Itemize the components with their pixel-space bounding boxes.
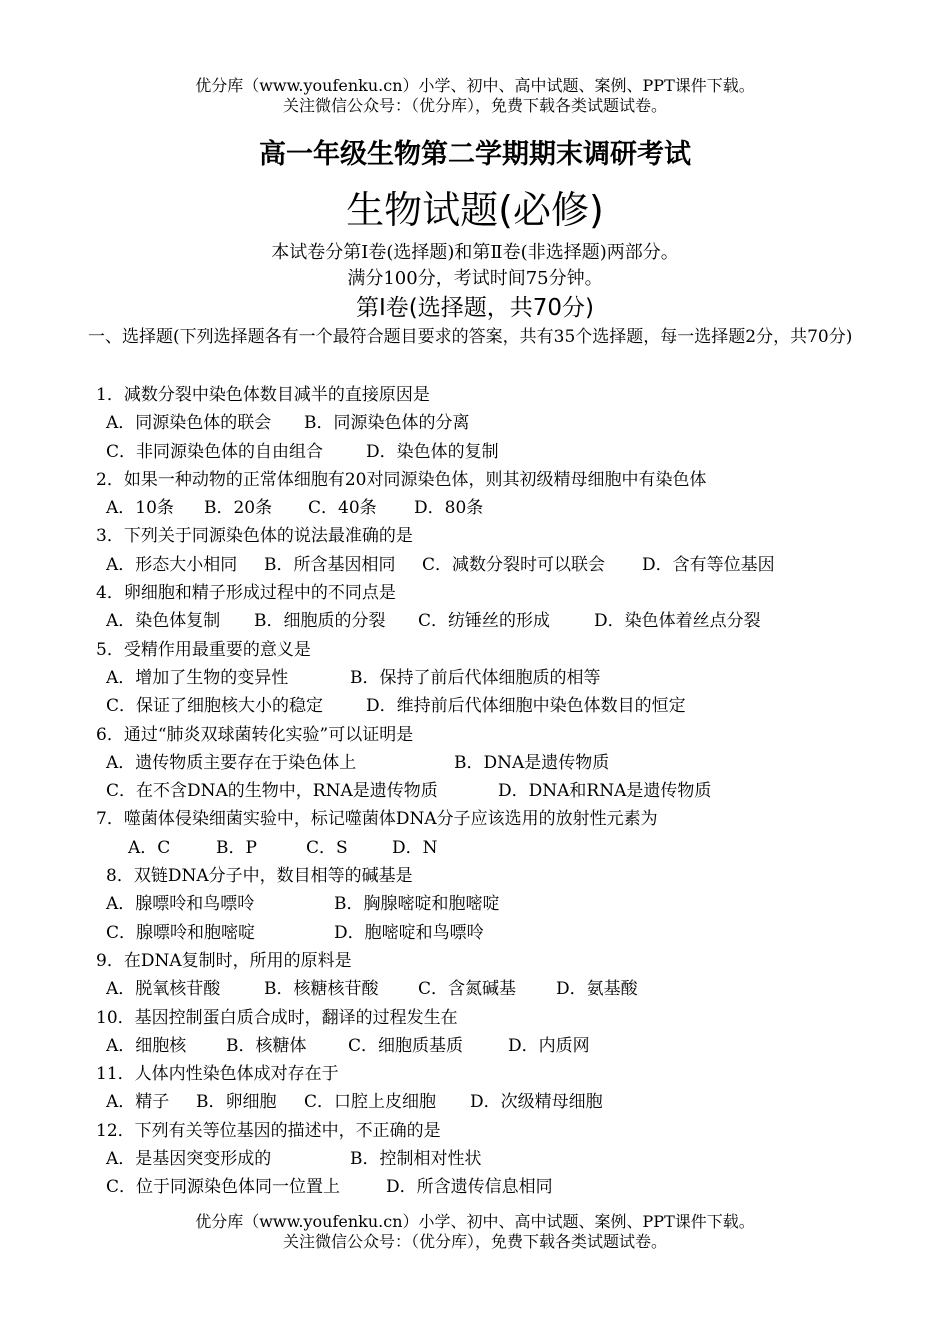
- option: A．腺嘌呤和鸟嘌呤: [106, 894, 255, 915]
- option: A．形态大小相同: [106, 554, 238, 575]
- option: D．内质网: [508, 1035, 590, 1056]
- question-stem: 1．减数分裂中染色体数目减半的直接原因是: [96, 385, 430, 405]
- option: C．含氮碱基: [418, 979, 517, 1000]
- option: D．DNA和RNA是遗传物质: [498, 781, 712, 802]
- option-row: [0, 409, 950, 437]
- question-stem: 7．噬菌体侵染细菌实验中，标记噬菌体DNA分子应该选用的放射性元素为: [96, 809, 658, 830]
- question-stem: 8．双链DNA分子中，数目相等的碱基是: [106, 866, 413, 887]
- option: B．保持了前后代体细胞质的相等: [350, 667, 601, 688]
- option: A．同源染色体的联会: [106, 413, 272, 434]
- option: C．在不含DNA的生物中，RNA是遗传物质: [106, 781, 438, 802]
- option: B．卵细胞: [196, 1092, 277, 1113]
- option: D．维持前后代体细胞中染色体数目的恒定: [366, 696, 686, 717]
- page-header: [0, 76, 950, 116]
- option: A．C: [128, 837, 171, 858]
- option: A．细胞核: [106, 1035, 187, 1056]
- option: A．遗传物质主要存在于染色体上: [106, 752, 357, 773]
- exam-title: 高一年级生物第二学期期末调研考试: [259, 139, 691, 170]
- option: D．次级精母细胞: [470, 1092, 603, 1113]
- option: D．所含遗传信息相同: [386, 1177, 553, 1198]
- exam-info: [0, 240, 950, 292]
- option-row: [0, 1032, 950, 1060]
- option: C．口腔上皮细胞: [304, 1092, 437, 1113]
- question-stem: 2．如果一种动物的正常体细胞有20对同源染色体，则其初级精母细胞中有染色体: [96, 469, 707, 490]
- option: A．精子: [106, 1092, 170, 1113]
- option: B．核糖核苷酸: [264, 979, 379, 1000]
- option-row: [0, 664, 950, 692]
- option: D．胞嘧啶和鸟嘌呤: [334, 922, 484, 943]
- option-row: [0, 890, 950, 918]
- question-stem: 11．人体内性染色体成对存在于: [96, 1064, 339, 1085]
- option: B．同源染色体的分离: [304, 413, 470, 434]
- question-stem: 9．在DNA复制时，所用的原料是: [96, 950, 352, 971]
- option-row: [0, 919, 950, 947]
- option: B．20条: [204, 498, 273, 519]
- question-stem: 10．基因控制蛋白质合成时，翻译的过程发生在: [96, 1007, 458, 1028]
- option: D．80条: [414, 498, 484, 519]
- option: B．胸腺嘧啶和胞嘧啶: [334, 894, 500, 915]
- option-row: [0, 749, 950, 777]
- option: C．减数分裂时可以联会: [422, 554, 606, 575]
- option: B．细胞质的分裂: [254, 611, 386, 632]
- question-stem: 5．受精作用最重要的意义是: [96, 639, 311, 660]
- exam-subtitle: 生物试题(必修): [346, 188, 604, 232]
- option: B．DNA是遗传物质: [454, 752, 610, 773]
- option-row: [0, 438, 950, 466]
- option: C．纺锤丝的形成: [418, 611, 551, 632]
- option: A．增加了生物的变异性: [106, 667, 289, 688]
- footer-line-1: 优分库（www.youfenku.cn）小学、初中、高中试题、案例、PPT课件下载。: [195, 1212, 755, 1231]
- option-row: [0, 1088, 950, 1116]
- option: C．位于同源染色体同一位置上: [106, 1177, 341, 1198]
- option: A．染色体复制: [106, 611, 221, 632]
- option: D．氨基酸: [556, 979, 638, 1000]
- option: B．控制相对性状: [350, 1149, 482, 1170]
- option-row: [0, 607, 950, 635]
- option: D．染色体的复制: [366, 441, 499, 462]
- option: C．细胞质基质: [348, 1035, 464, 1056]
- exam-info-line-1: 本试卷分第Ⅰ卷(选择题)和第Ⅱ卷(非选择题)两部分。: [271, 242, 679, 263]
- section-title: 第Ⅰ卷(选择题，共70分): [356, 295, 594, 321]
- option: D．含有等位基因: [642, 554, 775, 575]
- option: D．染色体着丝点分裂: [594, 611, 761, 632]
- option: C．保证了细胞核大小的稳定: [106, 696, 324, 717]
- option: C．非同源染色体的自由组合: [106, 441, 324, 462]
- question-list: [0, 381, 950, 1202]
- question-stem: 12．下列有关等位基因的描述中，不正确的是: [96, 1120, 441, 1141]
- footer-line-2: 关注微信公众号：（优分库），免费下载各类试题试卷。: [282, 1232, 667, 1251]
- header-line-1: 优分库（www.youfenku.cn）小学、初中、高中试题、案例、PPT课件下载。: [195, 76, 755, 95]
- option: D．N: [392, 837, 438, 858]
- option: A．是基因突变形成的: [106, 1149, 272, 1170]
- question-stem: 6．通过“肺炎双球菌转化实验”可以证明是: [96, 724, 414, 745]
- option: B．核糖体: [226, 1035, 307, 1056]
- option-row: [0, 1145, 950, 1173]
- option: C．腺嘌呤和胞嘧啶: [106, 922, 256, 943]
- option-row: [0, 777, 950, 805]
- question-stem: 3．下列关于同源染色体的说法最准确的是: [96, 526, 413, 547]
- section-instructions: 一、选择题(下列选择题各有一个最符合题目要求的答案，共有35个选择题，每一选择题2分，共70分): [88, 327, 853, 347]
- option-row: [0, 1173, 950, 1201]
- option: A．10条: [106, 498, 174, 519]
- option-row: [0, 692, 950, 720]
- exam-info-line-2: 满分100分，考试时间75分钟。: [347, 268, 603, 289]
- option-row: [0, 494, 950, 522]
- option: C．S: [306, 837, 348, 858]
- option-row: [0, 975, 950, 1003]
- option: B．P: [216, 837, 257, 858]
- option-row: [0, 834, 950, 862]
- option: C．40条: [308, 498, 377, 519]
- header-line-2: 关注微信公众号：（优分库），免费下载各类试题试卷。: [282, 96, 667, 115]
- page-footer: [0, 1212, 950, 1252]
- option: B．所含基因相同: [264, 554, 396, 575]
- question-stem: 4．卵细胞和精子形成过程中的不同点是: [96, 583, 396, 604]
- option-row: [0, 551, 950, 579]
- option: A．脱氧核苷酸: [106, 979, 221, 1000]
